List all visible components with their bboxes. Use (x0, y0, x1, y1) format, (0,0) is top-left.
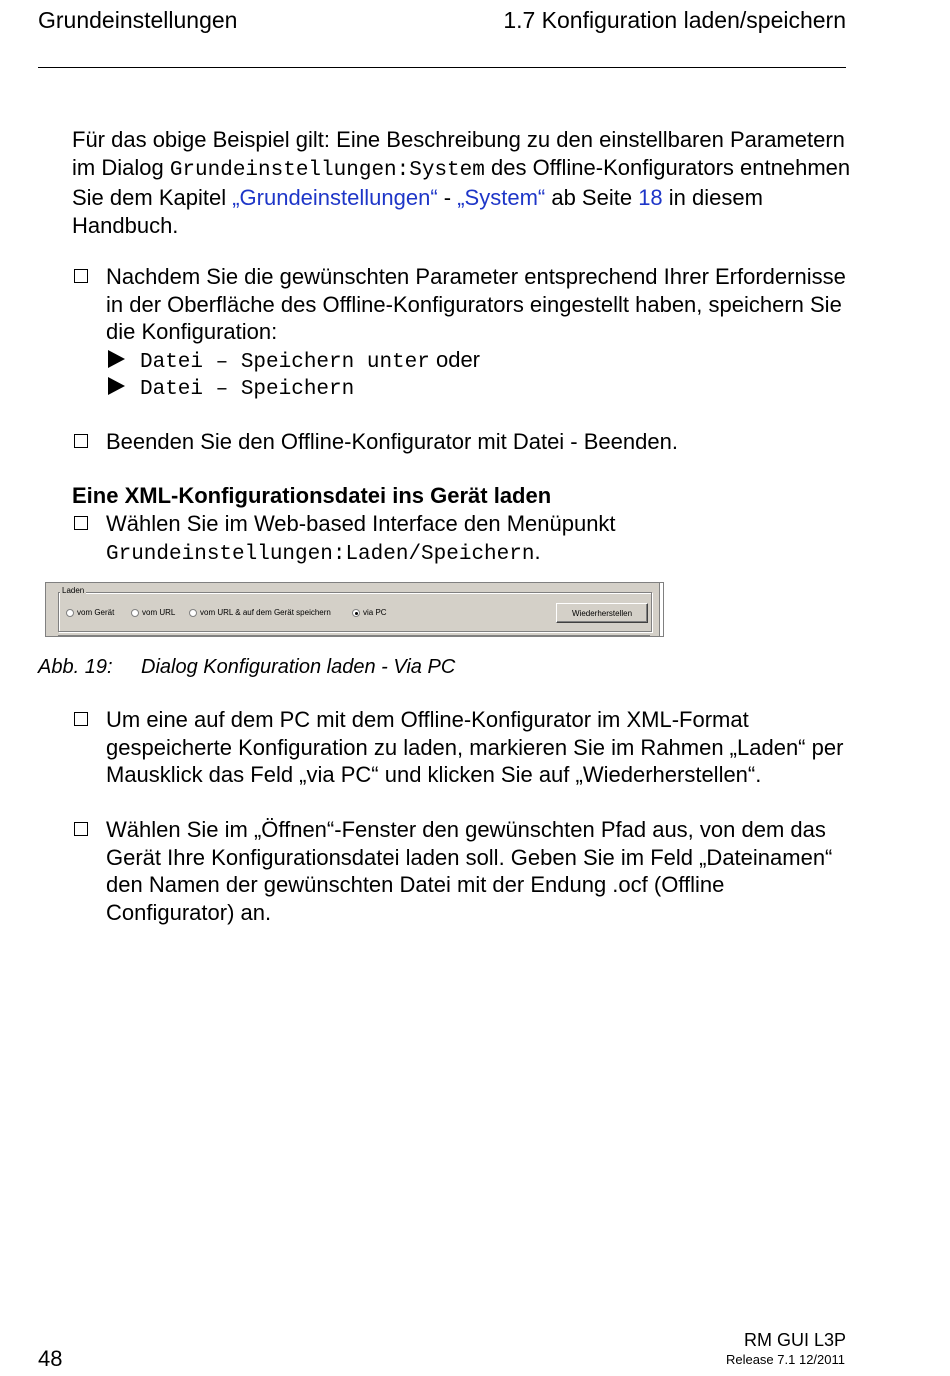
link-grundeinstellungen[interactable]: „Grundeinstellungen“ (232, 185, 438, 210)
step-open-menu (106, 510, 851, 568)
dialog-screenshot (45, 582, 664, 637)
step-open-menu-text: Wählen Sie im Web-based Interface den Menüpunkt (106, 511, 616, 536)
code-save-as: Datei – Speichern unter (140, 351, 430, 374)
radio-option-vom-url-speichern[interactable] (189, 608, 331, 617)
radio-label: vom URL & auf dem Gerät speichern (200, 608, 331, 617)
step-save-config: Nachdem Sie die gewünschten Parameter entsprechend Ihrer Erfordernisse in der Oberfläche des Offline-Konfigurators eingestellt haben, speichern Sie die Konfiguration: (106, 264, 846, 344)
checkbox-bullet-icon (74, 516, 88, 530)
dialog-scroll-edge (659, 583, 663, 637)
running-header-chapter: Grundeinstellungen (38, 7, 238, 33)
footer-release: Release 7.1 12/2011 (725, 1352, 845, 1367)
restore-button[interactable]: Wiederherstellen (556, 603, 648, 623)
intro-text-5: in diesem Handbuch. (72, 185, 763, 238)
intro-paragraph (72, 126, 852, 239)
triangle-right-icon (108, 350, 125, 368)
footer-product: RM GUI L3P (743, 1330, 846, 1350)
step-load-via-pc: Um eine auf dem PC mit dem Offline-Konfigurator im XML-Format gespeicherte Konfiguration zu laden, markieren Sie im Rahmen „Laden“ per Mausklick das Feld „via PC“ und klicken Sie auf „Wiederherstellen“. (106, 707, 844, 787)
checkbox-bullet-icon (74, 712, 88, 726)
intro-text-2: des Offline-Konfigurators entnehmen Sie dem Kapitel (72, 154, 851, 210)
intro-text-4: ab Seite (545, 185, 639, 210)
text-oder: oder (429, 347, 481, 372)
step-exit-configurator: Beenden Sie den Offline-Konfigurator mit Datei - Beenden. (106, 429, 678, 454)
code-menu-path: Grundeinstellungen:Laden/Speichern (106, 542, 535, 566)
figure-number: Abb. 19: (38, 656, 113, 678)
page-number: 48 (38, 1346, 63, 1371)
radio-icon[interactable] (66, 609, 74, 617)
code-save: Datei – Speichern (140, 378, 355, 401)
triangle-right-icon (108, 377, 125, 395)
step-choose-file: Wählen Sie im „Öffnen“-Fenster den gewünschten Pfad aus, von dem das Gerät Ihre Konfigurationsdatei laden soll. Geben Sie im Feld „Dateinamen“ den Namen der gewünschten Datei mit der Endung .ocf (Offline Configurator) an. (106, 817, 833, 925)
radio-option-vom-url[interactable] (131, 608, 175, 617)
intro-code-dialog: Grundeinstellungen:System (169, 158, 485, 182)
group-laden-label: Laden (62, 586, 85, 595)
intro-text-1: Für das obige Beispiel gilt: Eine Beschreibung zu den einstellbaren Parametern im Dialog (72, 127, 845, 180)
radio-label: vom Gerät (77, 608, 115, 617)
checkbox-bullet-icon (74, 822, 88, 836)
link-page-18[interactable]: 18 (638, 185, 663, 210)
radio-icon[interactable] (189, 609, 197, 617)
radio-selected-icon[interactable] (352, 609, 360, 617)
checkbox-bullet-icon (74, 434, 88, 448)
radio-label: vom URL (142, 608, 176, 617)
header-rule (38, 67, 846, 68)
radio-label: via PC (363, 608, 387, 617)
step-open-menu-suffix: . (534, 538, 541, 564)
link-system[interactable]: „System“ (457, 185, 546, 210)
checkbox-bullet-icon (74, 269, 88, 283)
radio-icon[interactable] (131, 609, 139, 617)
menu-path-save-as (140, 346, 480, 377)
radio-option-via-pc[interactable] (352, 608, 387, 617)
running-header-section: 1.7 Konfiguration laden/speichern (503, 7, 846, 33)
figure-caption: Dialog Konfiguration laden - Via PC (141, 656, 456, 678)
group-speichern-edge (58, 635, 650, 636)
section-heading: Eine XML-Konfigurationsdatei ins Gerät laden (72, 483, 552, 508)
intro-text-3: - (437, 185, 458, 210)
radio-option-vom-geraet[interactable] (66, 608, 114, 617)
menu-path-save (140, 373, 354, 404)
